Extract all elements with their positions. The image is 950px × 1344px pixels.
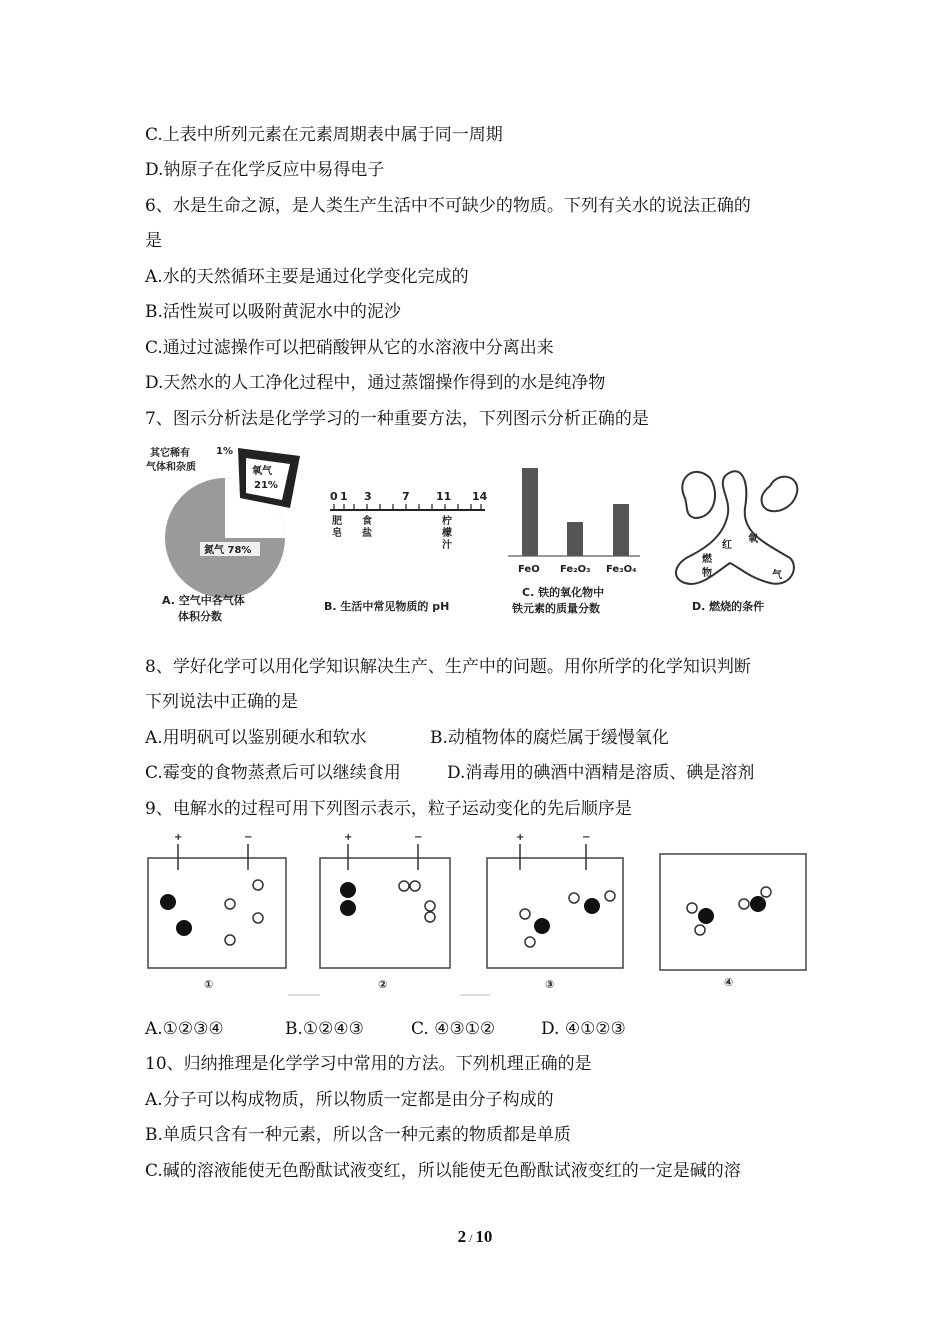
diagram-label-oxygen: 氧: [748, 534, 758, 545]
pie-pct-o2: 21%: [254, 480, 278, 491]
option-8a: A.用明矾可以鉴别硬水和软水: [145, 728, 367, 748]
panel-label: ④: [724, 976, 734, 989]
electrolysis-panel-3: [487, 832, 623, 991]
ph-tick-label: 11: [436, 490, 452, 503]
figure-q7: [140, 438, 810, 633]
option-8c: C.霉变的食物蒸煮后可以继续食用: [145, 763, 401, 783]
pie-label-n2: 氮气 78%: [204, 545, 252, 556]
option-6d: D.天然水的人工净化过程中，通过蒸馏操作得到的水是纯净物: [145, 373, 606, 393]
electrode-plus: +: [174, 832, 183, 843]
electrode-minus: −: [582, 832, 591, 843]
diagram-label-red: 红: [722, 540, 732, 551]
bar-chart-iron: [508, 468, 640, 615]
figure-q9: [140, 830, 810, 1000]
ph-label-soap: 肥: [332, 516, 342, 527]
page-current: 2: [457, 1227, 467, 1246]
caption-c-1: C. 铁的氧化物中: [522, 586, 605, 599]
option-9c: C. ④③①②: [411, 1019, 496, 1039]
ph-tick-label: 0: [330, 490, 338, 503]
text-line: D.钠原子在化学反应中易得电子: [145, 160, 385, 180]
option-6c: C.通过过滤操作可以把硝酸钾从它的水溶液中分离出来: [145, 338, 554, 358]
electrode-minus: −: [244, 832, 253, 843]
bar-label: Fe₂O₃: [560, 564, 591, 575]
ph-label-lemon: 柠: [442, 516, 452, 527]
pie-pct-other: 1%: [216, 446, 233, 457]
options-row-8ab: [145, 726, 669, 750]
caption-a-1: A. 空气中各气体: [162, 594, 245, 607]
question-6: 6、水是生命之源，是人类生产生活中不可缺少的物质。下列有关水的说法正确的: [145, 196, 751, 216]
ph-label-salt: 盐: [362, 528, 372, 539]
ph-label-salt: 食: [362, 516, 372, 527]
option-10c: C.碱的溶液能使无色酚酞试液变红，所以能使无色酚酞试液变红的一定是碱的溶: [145, 1161, 741, 1181]
bar-label: FeO: [518, 564, 540, 575]
option-6b: B.活性炭可以吸附黄泥水中的泥沙: [145, 302, 401, 322]
option-10a: A.分子可以构成物质，所以物质一定都是由分子构成的: [145, 1090, 554, 1110]
electrolysis-panel-4: [660, 854, 806, 989]
electrode-plus: +: [344, 832, 353, 843]
option-10b: B.单质只含有一种元素，所以含一种元素的物质都是单质: [145, 1125, 571, 1145]
bar-label: Fe₃O₄: [606, 564, 637, 575]
page-total: 10: [475, 1227, 493, 1246]
diagram-label-matter: 物: [702, 568, 712, 579]
page-separator: /: [466, 1231, 476, 1245]
pie-label-other-1: 其它稀有: [150, 448, 190, 459]
options-row-8cd: [145, 761, 754, 785]
electrolysis-panel-1: [148, 832, 286, 991]
electrolysis-panel-2: [320, 832, 450, 991]
option-8b: B.动植物体的腐烂属于缓慢氧化: [430, 728, 669, 748]
panel-label: ③: [545, 978, 555, 991]
diagram-label-burn: 燃: [702, 554, 712, 565]
page-number: [0, 1227, 950, 1247]
pie-label-other-2: 气体和杂质: [146, 462, 196, 473]
panel-label: ①: [204, 978, 214, 991]
ph-tick-label: 3: [364, 490, 372, 503]
ph-tick-label: 1: [340, 490, 348, 503]
bar-fe2o3: [567, 522, 583, 556]
panel-label: ②: [378, 978, 388, 991]
question-10: 10、归纳推理是化学学习中常用的方法。下列机理正确的是: [145, 1054, 592, 1074]
ph-label-lemon: 檬: [442, 528, 452, 539]
option-9d: D. ④①②③: [541, 1019, 626, 1039]
diagram-label-gas: 气: [772, 570, 782, 581]
ph-label-soap: 皂: [332, 528, 342, 539]
ph-tick-label: 7: [402, 490, 410, 503]
caption-c-2: 铁元素的质量分数: [512, 602, 600, 615]
question-7: 7、图示分析法是化学学习的一种重要方法，下列图示分析正确的是: [145, 409, 649, 429]
question-6-cont: 是: [145, 231, 162, 251]
caption-d: D. 燃烧的条件: [692, 600, 765, 613]
pie-chart-air: [140, 443, 300, 623]
bar-fe3o4: [613, 504, 629, 556]
question-9: 9、电解水的过程可用下列图示表示，粒子运动变化的先后顺序是: [145, 799, 632, 819]
ph-scale: [324, 490, 488, 613]
bar-feo: [522, 468, 538, 556]
electrode-minus: −: [414, 832, 423, 843]
ph-label-lemon: 汁: [442, 540, 452, 551]
question-8-cont: 下列说法中正确的是: [145, 692, 298, 712]
ph-tick-label: 14: [472, 490, 488, 503]
text-line: C.上表中所列元素在元素周期表中属于同一周期: [145, 125, 503, 145]
option-9a: A.①②③④: [145, 1019, 224, 1039]
options-row-9: [145, 1017, 626, 1041]
combustion-diagram: [676, 471, 797, 613]
question-8: 8、学好化学可以用化学知识解决生产、生产中的问题。用你所学的化学知识判断: [145, 657, 751, 677]
caption-b: B. 生活中常见物质的 pH: [324, 600, 450, 613]
option-9b: B.①②④③: [285, 1019, 364, 1039]
option-6a: A.水的天然循环主要是通过化学变化完成的: [145, 267, 469, 287]
electrode-plus: +: [516, 832, 525, 843]
pie-label-o2: 氧气: [252, 466, 272, 477]
caption-a-2: 体积分数: [178, 610, 222, 623]
option-8d: D.消毒用的碘酒中酒精是溶质、碘是溶剂: [447, 763, 755, 783]
